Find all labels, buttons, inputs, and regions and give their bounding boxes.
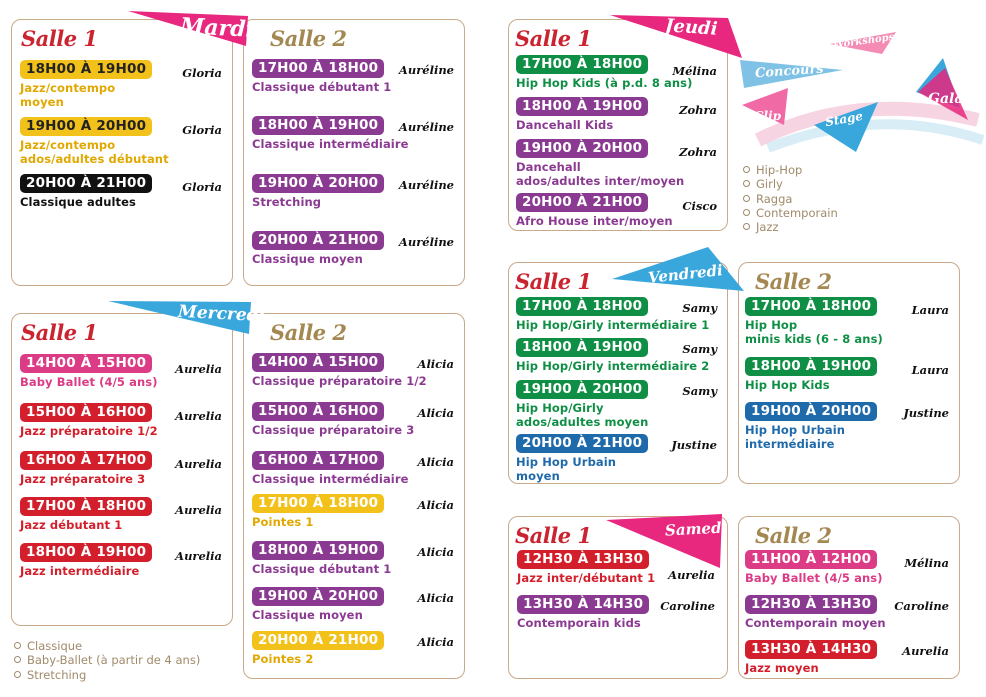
teacher-name: Alicia [417,635,454,649]
class-name: Hip Hop Urbain intermédiaire [745,423,846,451]
class-name: Classique adultes [20,195,136,209]
salle-title: Salle 1 [515,26,592,51]
time-badge: 19H00 À 20H00 [252,587,384,606]
legend-item: Jazz [743,220,838,234]
teacher-name: Justine [903,406,949,420]
class-name: Jazz inter/débutant 1 [517,571,656,585]
time-badge: 20H00 À 21H00 [516,193,648,212]
schedule-entry [20,172,224,209]
bullet-icon [14,656,21,663]
schedule-entry [516,95,719,132]
schedule-entry [20,495,224,532]
legend-item: Ragga [743,192,838,206]
legend-item: Contemporain [743,206,838,220]
schedule-entry [252,229,456,266]
class-name: Dancehall ados/adultes inter/moyen [516,160,685,188]
legend-left [14,639,200,682]
teacher-name: Zohra [679,103,717,117]
teacher-name: Caroline [894,599,949,613]
legend-item: Girly [743,177,838,191]
teacher-name: Laura [911,363,949,377]
schedule-entry [745,355,951,392]
class-name: Hip Hop Kids [745,378,830,392]
vendredi-salle2-box [738,262,960,484]
time-badge: 20H00 À 21H00 [252,231,384,250]
teacher-name: Auréline [398,63,454,77]
time-badge: 19H00 À 20H00 [516,380,648,399]
samedi-salle2-box [738,516,960,679]
teacher-name: Alicia [417,545,454,559]
bullet-icon [14,642,21,649]
salle-title: Salle 2 [270,26,347,51]
teacher-name: Aurelia [175,362,222,376]
pennant-stage: Stage [824,108,864,130]
bullet-icon [743,209,750,216]
time-badge: 17H00 À 18H00 [516,297,648,316]
time-badge: 12H30 À 13H30 [517,550,649,569]
time-badge: 17H00 À 18H00 [252,59,384,78]
legend-item: Baby-Ballet (à partir de 4 ans) [14,653,200,667]
day-label-mardi: Mardi [179,13,255,43]
schedule-entry [252,57,456,94]
schedule-entry [516,336,719,373]
class-name: Classique préparatoire 3 [252,423,415,437]
pennant-gala: Gala [928,91,964,107]
class-name: Dancehall Kids [516,118,614,132]
teacher-name: Alicia [417,498,454,512]
salle-title: Salle 2 [755,269,832,294]
schedule-entry [252,351,456,388]
mardi-salle2-box [243,19,465,286]
class-name: Hip Hop minis kids (6 - 8 ans) [745,318,883,346]
salle-title: Salle 1 [515,269,592,294]
class-name: Classique moyen [252,608,363,622]
teacher-name: Aurelia [175,549,222,563]
teacher-name: Auréline [398,178,454,192]
time-badge: 18H00 À 19H00 [745,357,877,376]
teacher-name: Alicia [417,406,454,420]
schedule-entry [20,58,224,109]
schedule-entry [516,137,719,188]
class-name: Jazz/contempo ados/adultes débutant [20,138,169,166]
teacher-name: Samy [682,342,717,356]
teacher-name: Aurelia [175,503,222,517]
time-badge: 19H00 À 20H00 [745,402,877,421]
teacher-name: Mélina [672,64,717,78]
class-name: Jazz préparatoire 1/2 [20,424,158,438]
time-badge: 13H30 À 14H30 [517,595,649,614]
mardi-salle1-box [11,19,233,286]
teacher-name: Mélina [904,556,949,570]
time-badge: 18H00 À 19H00 [516,338,648,357]
class-name: Classique intermédiaire [252,472,409,486]
time-badge: 18H00 À 19H00 [252,116,384,135]
class-name: Contemporain kids [517,616,641,630]
teacher-name: Gloria [182,180,222,194]
teacher-name: Samy [682,384,717,398]
schedule-entry [252,172,456,209]
teacher-name: Auréline [398,120,454,134]
schedule-entry [252,114,456,151]
legend-item: Classique [14,639,200,653]
class-name: Classique débutant 1 [252,80,392,94]
time-badge: 18H00 À 19H00 [516,97,648,116]
time-badge: 20H00 À 21H00 [20,174,152,193]
class-name: Hip Hop/Girly ados/adultes moyen [516,401,649,429]
bullet-icon [743,223,750,230]
schedule-entry [745,593,951,630]
bullet-icon [743,166,750,173]
schedule-entry [20,449,224,486]
salle-title: Salle 1 [21,26,98,51]
class-name: Baby Ballet (4/5 ans) [20,375,158,389]
teacher-name: Gloria [182,123,222,137]
teacher-name: Samy [682,301,717,315]
class-name: Jazz préparatoire 3 [20,472,146,486]
teacher-name: Alicia [417,455,454,469]
class-name: Hip Hop/Girly intermédiaire 1 [516,318,710,332]
mercredi-salle1-box [11,313,233,626]
schedule-entry [252,492,456,529]
teacher-name: Aurelia [668,568,715,582]
teacher-name: Zohra [679,145,717,159]
class-name: Classique préparatoire 1/2 [252,374,427,388]
class-name: Afro House inter/moyen [516,214,673,228]
time-badge: 11H00 À 12H00 [745,550,877,569]
time-badge: 14H00 À 15H00 [252,353,384,372]
teacher-name: Gloria [182,66,222,80]
class-name: Pointes 1 [252,515,314,529]
schedule-entry [516,378,719,429]
class-name: Jazz intermédiaire [20,564,140,578]
schedule-entry [516,191,719,228]
class-name: Jazz moyen [745,661,819,675]
class-name: Hip Hop Kids (à p.d. 8 ans) [516,76,693,90]
schedule-entry [252,585,456,622]
schedule-entry [745,295,951,346]
schedule-entry [20,115,224,166]
schedule-entry [252,539,456,576]
time-badge: 13H30 À 14H30 [745,640,877,659]
time-badge: 15H00 À 16H00 [20,403,152,422]
salle-title: Salle 2 [755,523,832,548]
class-name: Classique intermédiaire [252,137,409,151]
schedule-entry [20,401,224,438]
pennant-clip: Clip [754,109,782,123]
teacher-name: Aurelia [902,644,949,658]
legend-item: Stretching [14,668,200,682]
teacher-name: Aurelia [175,409,222,423]
time-badge: 17H00 À 18H00 [516,55,648,74]
schedule-entry [252,400,456,437]
schedule-entry [252,629,456,666]
time-badge: 19H00 À 20H00 [20,117,152,136]
time-badge: 20H00 À 21H00 [516,434,648,453]
class-name: Jazz/contempo moyen [20,81,116,109]
day-label-vendredi: Vendredi [647,261,724,287]
legend-right [743,163,838,234]
teacher-name: Caroline [660,599,715,613]
salle-title: Salle 2 [270,320,347,345]
day-label-jeudi: Jeudi [664,15,719,40]
day-label-mercredi: Mercredi [177,301,266,327]
bullet-icon [743,180,750,187]
time-badge: 16H00 À 17H00 [252,451,384,470]
time-badge: 19H00 À 20H00 [516,139,648,158]
time-badge: 17H00 À 18H00 [745,297,877,316]
legend-item: Hip-Hop [743,163,838,177]
schedule-entry [516,432,719,483]
class-name: Stretching [252,195,322,209]
teacher-name: Aurelia [175,457,222,471]
class-name: Pointes 2 [252,652,314,666]
time-badge: 19H00 À 20H00 [252,174,384,193]
time-badge: 14H00 À 15H00 [20,354,152,373]
teacher-name: Auréline [398,235,454,249]
class-name: Jazz débutant 1 [20,518,123,532]
bullet-icon [743,195,750,202]
mercredi-salle2-box [243,313,465,679]
time-badge: 12H30 À 13H30 [745,595,877,614]
schedule-entry [252,449,456,486]
schedule-entry [517,593,719,630]
class-name: Contemporain moyen [745,616,886,630]
salle-title: Salle 1 [21,320,98,345]
time-badge: 15H00 À 16H00 [252,402,384,421]
pennant-concours: Concours [754,61,825,82]
class-name: Hip Hop/Girly intermédiaire 2 [516,359,710,373]
schedule-entry [745,548,951,585]
teacher-name: Justine [671,438,717,452]
class-name: Hip Hop Urbain moyen [516,455,617,483]
time-badge: 20H00 À 21H00 [252,631,384,650]
time-badge: 18H00 À 19H00 [20,60,152,79]
teacher-name: Cisco [682,199,717,213]
time-badge: 18H00 À 19H00 [252,541,384,560]
teacher-name: Alicia [417,357,454,371]
salle-title: Salle 1 [515,523,592,548]
class-name: Baby Ballet (4/5 ans) [745,571,883,585]
time-badge: 17H00 À 18H00 [252,494,384,513]
day-label-samedi: Samedi [664,518,728,540]
bullet-icon [14,671,21,678]
schedule-entry [20,352,224,389]
class-name: Classique débutant 1 [252,562,392,576]
class-name: Classique moyen [252,252,363,266]
time-badge: 17H00 À 18H00 [20,497,152,516]
teacher-name: Laura [911,303,949,317]
schedule-entry [20,541,224,578]
time-badge: 16H00 À 17H00 [20,451,152,470]
schedule-entry [745,638,951,675]
vendredi-salle1-box [508,262,728,484]
schedule-entry [745,400,951,451]
pennant-workshops: Workshops [832,31,895,52]
time-badge: 18H00 À 19H00 [20,543,152,562]
teacher-name: Alicia [417,591,454,605]
schedule-entry [516,295,719,332]
